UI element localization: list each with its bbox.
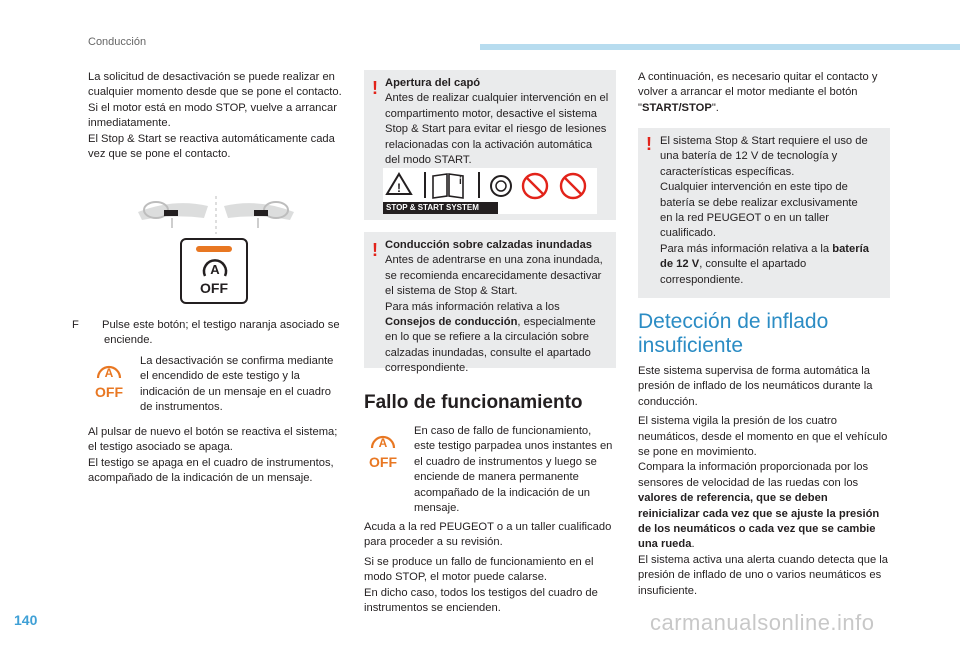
heading-malfunction: Fallo de funcionamiento [364, 392, 583, 413]
section-title: Conducción [88, 36, 147, 48]
stop-start-warning-label [383, 168, 597, 214]
warning-icon: ! [372, 78, 378, 98]
warning-icon: ! [372, 240, 378, 260]
paragraph: El sistema activa una alerta cuando detecta que la presión de inflado de uno o varios neumáticos es insuficiente. [638, 553, 889, 597]
paragraph: El testigo se apaga en el cuadro de instrumentos, acompañado de la indicación de un mensaje. [88, 456, 334, 485]
warning-box-hood [364, 70, 616, 220]
step-instruction [72, 318, 346, 349]
warning-body: Cualquier intervención en este tipo de batería se debe realizar exclusivamente en la red PEUGEOT o en un taller cualificado. [660, 181, 858, 240]
paragraph: Si se produce un fallo de funcionamiento en el modo STOP, el motor puede calarse. [364, 555, 594, 584]
stop-start-off-indicator-icon: A OFF [95, 366, 123, 400]
indicator-description: La desactivación se confirma mediante el encendido de este testigo y la indicación de un mensaje en el cuadro de instrumentos. [140, 355, 334, 414]
watermark: carmanualsonline.info [650, 610, 875, 635]
column-2-outro [364, 520, 618, 616]
warning-title: Apertura del capó [385, 77, 481, 89]
warning-body: Para más información relativa a los Consejos de conducción, especialmente en lo que se refiere a la circulación sobre calzadas inundadas, consulte el apartado correspondiente. [385, 300, 596, 375]
svg-text:A: A [104, 366, 114, 380]
heading-underinflation: Detección de inflado insuficiente [638, 310, 829, 357]
column-3-body [638, 364, 892, 599]
step-marker: F [72, 319, 79, 331]
warning-icon: ! [646, 134, 652, 154]
stop-start-off-indicator-icon: A OFF [369, 436, 397, 470]
label-caption: STOP & START SYSTEM [383, 202, 498, 214]
paragraph: Al pulsar de nuevo el botón se reactiva el sistema; el testigo asociado se apaga. [88, 426, 338, 454]
paragraph: El Stop & Start se reactiva automáticamente cada vez que se pone el contacto. [88, 132, 335, 161]
column-3-intro: A continuación, es necesario quitar el contacto y volver a arrancar el motor mediante el botón "START/STOP". [638, 71, 878, 114]
svg-text:!: ! [397, 181, 401, 195]
svg-text:i: i [459, 176, 462, 187]
warning-body: El sistema Stop & Start requiere el uso de una batería de 12 V de tecnología y características específicas. [660, 135, 868, 178]
paragraph: El sistema vigila la presión de los cuatro neumáticos, desde el momento en que el vehículo se pone en movimiento. [638, 415, 888, 459]
indicator-description: En caso de fallo de funcionamiento, este testigo parpadea unos instantes en el cuadro de instrumentos y luego se enciende de manera permanente acompañado de la indicación de un mensaje. [414, 425, 613, 515]
stop-start-off-button [180, 238, 248, 304]
paragraph: Compara la información proporcionada por los sensores de velocidad de las ruedas con los valores de referencia, que se deben reinicializar cada vez que se ajuste la presión de los neumáticos o cada vez que se cambie una rueda. [638, 461, 880, 551]
column-1-intro [88, 70, 346, 162]
header-bar [480, 44, 960, 50]
paragraph: Acuda a la red PEUGEOT o a un taller cualificado para proceder a su revisión. [364, 521, 612, 549]
paragraph: Este sistema supervisa de forma automática la presión de inflado de los neumáticos durante la conducción. [638, 365, 873, 408]
off-label: OFF [200, 280, 228, 296]
svg-text:A: A [378, 436, 388, 450]
steering-wheels-illustration [134, 194, 298, 236]
paragraph: Si el motor está en modo STOP, vuelve a arrancar inmediatamente. [88, 101, 337, 130]
warning-box-flooded [364, 232, 616, 375]
warning-title: Conducción sobre calzadas inundadas [385, 239, 593, 251]
column-1-outro [88, 425, 346, 487]
page-number: 140 [14, 612, 38, 628]
warning-body: Antes de realizar cualquier intervención en el compartimento motor, desactive el sistema Stop & Start para evitar el riesgo de lesiones relacionadas con la activación automática del modo START. [385, 92, 609, 167]
paragraph: La solicitud de desactivación se puede realizar en cualquier momento desde que se pone el contacto. [88, 71, 342, 99]
svg-text:A: A [210, 262, 220, 277]
warning-box-battery [638, 128, 890, 298]
paragraph: En dicho caso, todos los testigos del cuadro de instrumentos se encienden. [364, 586, 598, 615]
warning-body: Para más información relativa a la batería de 12 V, consulte el apartado correspondiente. [660, 242, 869, 286]
warning-body: Antes de adentrarse en una zona inundada, se recomienda encarecidamente desactivar el sistema de Stop & Start. [385, 254, 603, 298]
auto-a-icon [200, 256, 230, 280]
step-text: Pulse este botón; el testigo naranja asociado se enciende. [102, 319, 340, 347]
